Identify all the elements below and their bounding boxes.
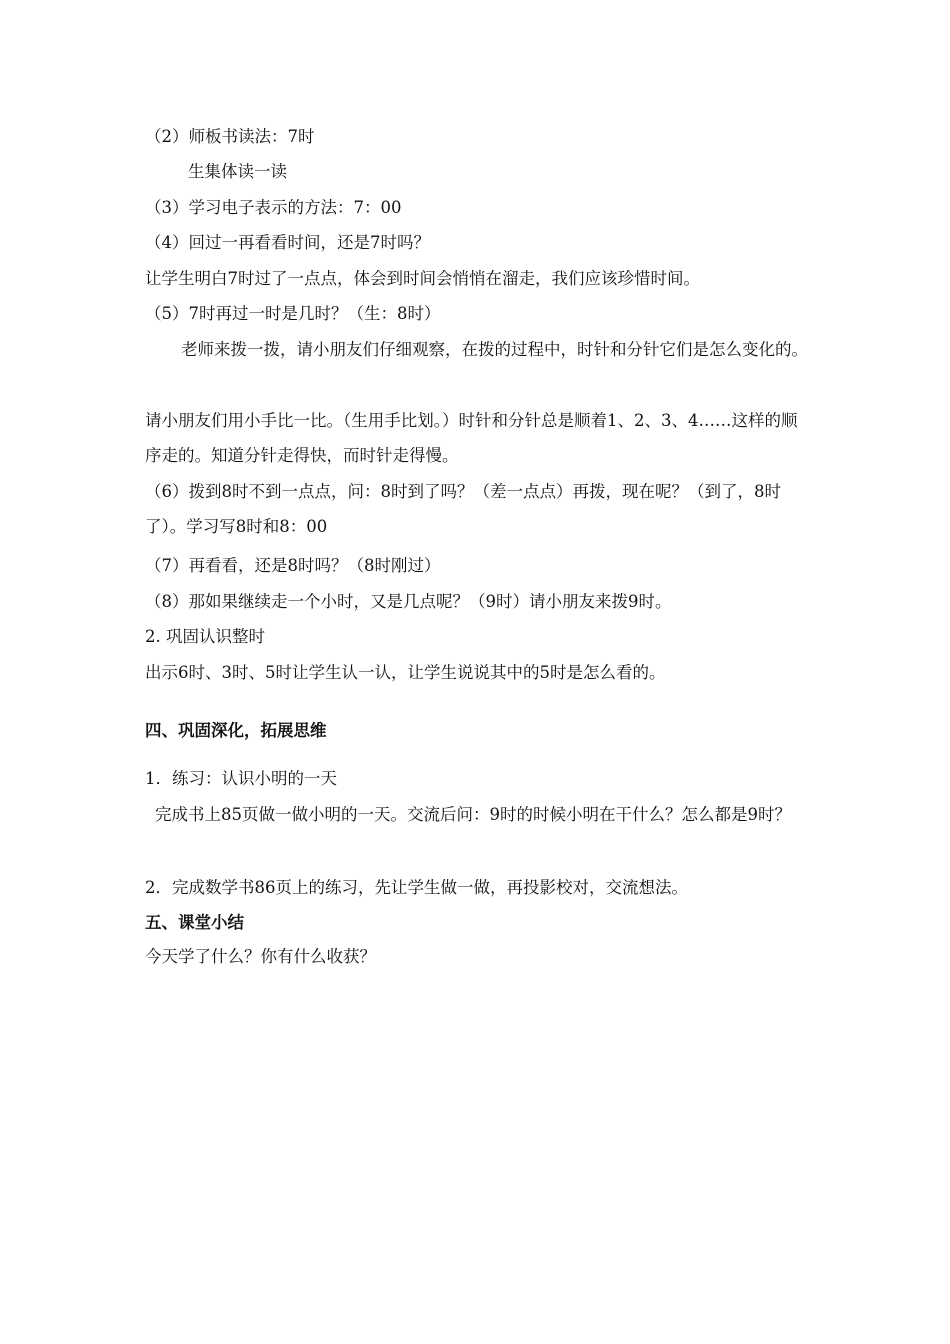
consolidate-heading: 2. 巩固认识整时	[145, 627, 265, 646]
practice-1-heading: 1．练习：认识小明的一天	[145, 769, 337, 788]
show-times-exercise: 出示6时、3时、5时让学生认一认，让学生说说其中的5时是怎么看的。	[145, 663, 666, 682]
step-5-next-hour: （5）7时再过一时是几时？（生：8时）	[145, 304, 441, 323]
step-6-almost-8: （6）拨到8时不到一点点，问：8时到了吗？（差一点点）再拨，现在呢？（到了，8时了）。学习写8时和8：00	[145, 482, 781, 536]
step-8-nine-oclock: （8）那如果继续走一个小时，又是几点呢？（9时）请小朋友来拨9时。	[145, 592, 672, 611]
group-reading: 生集体读一读	[188, 162, 287, 181]
summary-question: 今天学了什么？你有什么收获？	[145, 947, 376, 966]
step-3-digital-format: （3）学习电子表示的方法：7：00	[145, 198, 402, 217]
hand-gesture-paragraph: 请小朋友们用小手比一比。（生用手比划。）时针和分针总是顺着1、2、3、4……这样的顺序走的。知道分针走得快，而时针走得慢。	[145, 411, 798, 465]
section-four-heading: 四、巩固深化，拓展思维	[145, 721, 327, 740]
step-4-look-again: （4）回过一再看看时间，还是7时吗？	[145, 233, 430, 252]
practice-2: 2．完成数学书86页上的练习，先让学生做一做，再投影校对，交流想法。	[145, 878, 688, 897]
step-2-board-reading: （2）师板书读法：7时	[145, 127, 315, 146]
practice-1-body: 完成书上85页做一做小明的一天。交流后问：9时的时候小明在干什么？怎么都是9时？	[155, 805, 791, 824]
section-five-heading: 五、课堂小结	[145, 913, 244, 932]
cherish-time-note: 让学生明白7时过了一点点，体会到时间会悄悄在溜走，我们应该珍惜时间。	[145, 269, 700, 288]
step-7-just-past-8: （7）再看看，还是8时吗？（8时刚过）	[145, 556, 441, 575]
teacher-turns-clock: 老师来拨一拨，请小朋友们仔细观察，在拨的过程中，时针和分针它们是怎么变化的。	[181, 340, 808, 359]
